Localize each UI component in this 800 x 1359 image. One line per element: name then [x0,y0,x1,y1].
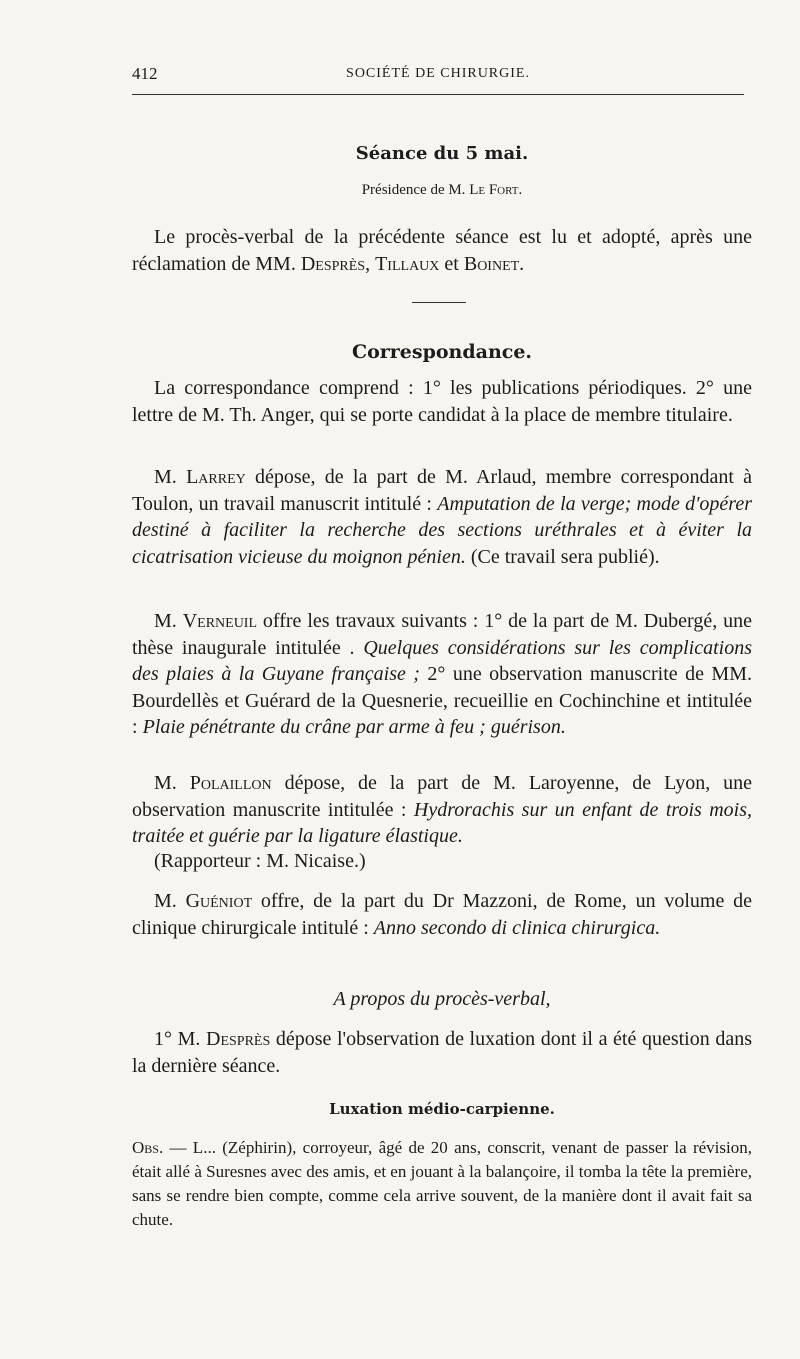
p1-text: Le procès-verbal de la précédente séance est lu et adopté, après une réclamation de MM. [132,226,752,275]
p4-title-1: Quelques considérations sur les complications des plaies à la Guyane française ; [132,636,752,685]
paragraph-larrey [132,464,752,570]
p6-text: offre, de la part du Dr Mazzoni, de Rome, un volume de clinique chirurgicale intitulé : [132,890,752,939]
paragraph-proces-verbal: Le procès-verbal de la précédente séance est lu et adopté, après une réclamation de MM. Desprès, Tillaux et Boinet. [132,226,752,275]
apropos-heading: A propos du procès-verbal, [333,988,551,1010]
paragraph-polaillon [132,770,752,850]
p5-name: Polaillon [189,772,272,794]
p4-text-2: 2° une observation manuscrite de MM. Bourdellès et Guérard de la Quesnerie, recueillie en Cochinchine et intitulée : [132,663,752,738]
p4-title-2: Plaie pénétrante du crâne par arme à feu ; guérison. [142,716,566,738]
correspondance-title: Correspondance. [351,341,533,363]
paragraph-verneuil [132,608,752,741]
p7-text: dépose l'observation de luxation dont il a été question dans la dernière séance. [132,1028,753,1077]
presidence-prefix: Présidence de M. [361,182,466,198]
running-title: SOCIÉTÉ DE CHIRURGIE. [346,66,530,81]
p5-text: dépose, de la part de M. Laroyenne, de Lyon, une observation manuscrite intitulée : [132,772,753,821]
p5-pre: M. [154,772,177,794]
p1-name-1: Desprès [300,252,366,275]
p1-mid: et [439,252,464,275]
paragraph-observation [132,1136,752,1232]
luxation-title: Luxation médio-carpienne. [329,1100,555,1118]
p3-after: (Ce travail sera publié). [465,545,660,568]
presidence-line [132,182,752,199]
paragraph-correspondance: La correspondance comprend : 1° les publications périodiques. 2° une lettre de M. Th. Anger, qui se porte candidat à la place de membre titulaire. [132,377,752,426]
header-rule [132,94,744,95]
paragraph-despres [132,1026,752,1079]
p6-title: Anno secondo di clinica chirurgica. [373,916,661,939]
p7-name: Desprès [206,1028,271,1050]
p5-title: Hydrorachis sur un enfant de trois mois, traitée et guérie par la ligature élastique. [132,798,753,847]
p6-pre: M. [154,890,177,912]
p1-name-3: Boinet. [463,252,525,275]
paragraph-gueniot [132,888,752,941]
p3-title: Amputation de la verge; mode d'opérer destiné à faciliter la recherche des sections uréthrales et à éviter la cicatrisation vicieuse du moignon pénien. [132,492,752,568]
obs-label: Obs. [132,1138,164,1157]
seance-title: Séance du 5 mai. [355,143,529,164]
p4-text-1: offre les travaux suivants : 1° de la part de M. Dubergé, une thèse inaugurale intitulée . [132,610,753,659]
p6-name: Guéniot [185,890,253,912]
section-divider [412,302,466,303]
p1-name-2: Tillaux [375,252,440,275]
p3-pre: M. [154,466,177,488]
p3-text: dépose, de la part de M. Arlaud, membre correspondant à Toulon, un travail manuscrit intitulé : [132,466,753,515]
p7-pre: 1° M. [154,1028,201,1050]
rapporteur-line: (Rapporteur : M. Nicaise.) [154,850,366,872]
page-number: 412 [132,64,158,83]
page-header [132,60,744,90]
p4-pre: M. [154,610,177,632]
p4-name: Verneuil [182,610,258,632]
obs-text: — L... (Zéphirin), corroyeur, âgé de 20 ans, conscrit, venant de passer la révision, était allé à Suresnes avec des amis, et en jouant à la balançoire, il tomba la tête la première, sans se rendre bien compte, comme cela arrive souvent, de la manière dont il avait fait sa chute. [132,1138,752,1229]
presidence-name: Le Fort. [469,182,523,198]
p3-name: Larrey [186,466,246,488]
